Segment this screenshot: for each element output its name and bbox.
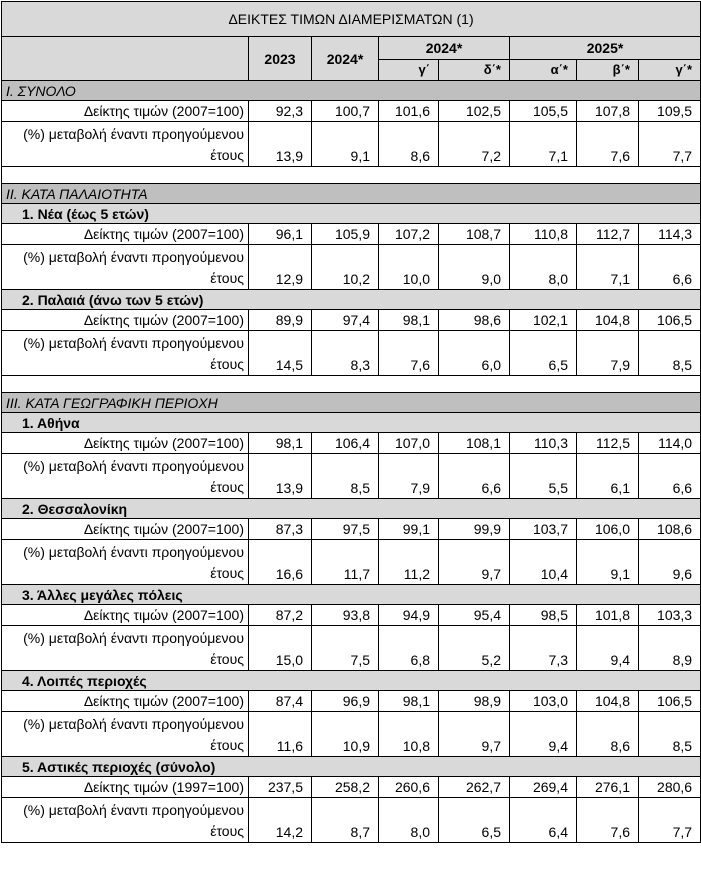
- value-cell: 98,1: [249, 433, 312, 454]
- index-row: [2, 101, 701, 122]
- group-title: 5. Αστικές περιοχές (σύνολο): [22, 758, 216, 775]
- header-2025-q3: γ΄*: [639, 60, 701, 81]
- row-label: Δείκτης τιμών (2007=100): [2, 605, 249, 626]
- value-cell: 7,1: [510, 122, 577, 167]
- header-2024-q4: δ΄*: [439, 60, 510, 81]
- value-cell: 101,8: [577, 605, 639, 626]
- value-cell: 95,4: [439, 605, 510, 626]
- value-cell: 102,5: [439, 101, 510, 122]
- value-cell: 9,4: [577, 626, 639, 671]
- spacer-cell: [379, 167, 439, 184]
- value-cell: 104,8: [577, 691, 639, 712]
- value-cell: 98,6: [439, 310, 510, 331]
- value-cell: 9,0: [439, 245, 510, 290]
- group-header-cell: [2, 204, 701, 224]
- value-cell: 276,1: [577, 777, 639, 798]
- spacer-cell: [639, 376, 701, 393]
- value-cell: 258,2: [312, 777, 379, 798]
- value-cell: 8,0: [379, 798, 439, 843]
- value-cell: 107,8: [577, 101, 639, 122]
- value-cell: 8,6: [577, 712, 639, 757]
- value-cell: 7,6: [577, 122, 639, 167]
- value-cell: 16,6: [249, 540, 312, 585]
- change-row: [2, 798, 701, 843]
- row-label: Δείκτης τιμών (2007=100): [2, 691, 249, 712]
- row-label: (%) μεταβολή έναντι προηγούμενου έτους: [2, 331, 249, 376]
- value-cell: 98,9: [439, 691, 510, 712]
- value-cell: 94,9: [379, 605, 439, 626]
- value-cell: 10,9: [312, 712, 379, 757]
- group-header-row: [2, 671, 701, 691]
- value-cell: 97,5: [312, 519, 379, 540]
- value-cell: 97,4: [312, 310, 379, 331]
- group-title: 3. Άλλες μεγάλες πόλεις: [22, 586, 183, 603]
- row-label: (%) μεταβολή έναντι προηγούμενου έτους: [2, 122, 249, 167]
- group-header-row: [2, 413, 701, 433]
- value-cell: 96,1: [249, 224, 312, 245]
- spacer-cell: [639, 167, 701, 184]
- value-cell: 10,0: [379, 245, 439, 290]
- value-cell: 112,5: [577, 433, 639, 454]
- section-spacer: [2, 376, 701, 393]
- value-cell: 89,9: [249, 310, 312, 331]
- value-cell: 10,2: [312, 245, 379, 290]
- value-cell: 103,7: [510, 519, 577, 540]
- spacer-cell: [577, 376, 639, 393]
- header-2023: 2023: [249, 37, 312, 81]
- value-cell: 98,5: [510, 605, 577, 626]
- value-cell: 9,1: [312, 122, 379, 167]
- value-cell: 87,3: [249, 519, 312, 540]
- group-header-row: [2, 499, 701, 519]
- value-cell: 269,4: [510, 777, 577, 798]
- value-cell: 8,5: [639, 712, 701, 757]
- value-cell: 14,5: [249, 331, 312, 376]
- header-2025-q2: β΄*: [577, 60, 639, 81]
- value-cell: 7,1: [577, 245, 639, 290]
- value-cell: 7,6: [577, 798, 639, 843]
- spacer-cell: [2, 376, 249, 393]
- row-label: Δείκτης τιμών (2007=100): [2, 224, 249, 245]
- section-title: II. ΚΑΤΑ ΠΑΛΑΙΟΤΗΤΑ: [2, 184, 701, 204]
- value-cell: 106,4: [312, 433, 379, 454]
- value-cell: 280,6: [639, 777, 701, 798]
- value-cell: 8,7: [312, 798, 379, 843]
- value-cell: 14,2: [249, 798, 312, 843]
- index-row: [2, 519, 701, 540]
- value-cell: 7,5: [312, 626, 379, 671]
- value-cell: 5,5: [510, 454, 577, 499]
- group-title: 1. Αθήνα: [22, 414, 80, 431]
- value-cell: 106,5: [639, 691, 701, 712]
- value-cell: 103,3: [639, 605, 701, 626]
- table-body: [2, 81, 701, 843]
- header-group-2025: 2025*: [510, 37, 701, 60]
- group-title: 2. Παλαιά (άνω των 5 ετών): [22, 291, 204, 308]
- value-cell: 87,4: [249, 691, 312, 712]
- group-title: 4. Λοιπές περιοχές: [22, 672, 147, 689]
- row-label: Δείκτης τιμών (2007=100): [2, 519, 249, 540]
- value-cell: 112,7: [577, 224, 639, 245]
- row-label: Δείκτης τιμών (1997=100): [2, 777, 249, 798]
- value-cell: 106,5: [639, 310, 701, 331]
- value-cell: 6,0: [439, 331, 510, 376]
- value-cell: 7,9: [577, 331, 639, 376]
- change-row: [2, 540, 701, 585]
- value-cell: 15,0: [249, 626, 312, 671]
- value-cell: 12,9: [249, 245, 312, 290]
- value-cell: 108,7: [439, 224, 510, 245]
- value-cell: 96,9: [312, 691, 379, 712]
- group-header-cell: [2, 671, 701, 691]
- row-label: Δείκτης τιμών (2007=100): [2, 433, 249, 454]
- value-cell: 9,4: [510, 712, 577, 757]
- row-label: (%) μεταβολή έναντι προηγούμενου έτους: [2, 245, 249, 290]
- spacer-cell: [577, 167, 639, 184]
- section-title: I. ΣΥΝΟΛΟ: [2, 81, 701, 101]
- value-cell: 6,6: [439, 454, 510, 499]
- value-cell: 114,3: [639, 224, 701, 245]
- value-cell: 7,7: [639, 798, 701, 843]
- value-cell: 13,9: [249, 122, 312, 167]
- change-row: [2, 712, 701, 757]
- value-cell: 92,3: [249, 101, 312, 122]
- group-header-row: [2, 204, 701, 224]
- header-2024: 2024*: [312, 37, 379, 81]
- value-cell: 8,6: [379, 122, 439, 167]
- index-row: [2, 224, 701, 245]
- value-cell: 10,4: [510, 540, 577, 585]
- value-cell: 237,5: [249, 777, 312, 798]
- value-cell: 110,3: [510, 433, 577, 454]
- value-cell: 107,2: [379, 224, 439, 245]
- value-cell: 108,1: [439, 433, 510, 454]
- value-cell: 7,7: [639, 122, 701, 167]
- row-label: (%) μεταβολή έναντι προηγούμενου έτους: [2, 454, 249, 499]
- change-row: [2, 122, 701, 167]
- header-blank: [2, 37, 249, 81]
- row-label: (%) μεταβολή έναντι προηγούμενου έτους: [2, 626, 249, 671]
- spacer-cell: [439, 376, 510, 393]
- spacer-cell: [249, 167, 312, 184]
- value-cell: 109,5: [639, 101, 701, 122]
- value-cell: 8,5: [639, 331, 701, 376]
- change-row: [2, 626, 701, 671]
- group-header-row: [2, 757, 701, 777]
- value-cell: 87,2: [249, 605, 312, 626]
- value-cell: 103,0: [510, 691, 577, 712]
- value-cell: 13,9: [249, 454, 312, 499]
- value-cell: 105,5: [510, 101, 577, 122]
- section-header-row: [2, 393, 701, 413]
- value-cell: 114,0: [639, 433, 701, 454]
- value-cell: 6,4: [510, 798, 577, 843]
- value-cell: 102,1: [510, 310, 577, 331]
- value-cell: 7,2: [439, 122, 510, 167]
- group-header-row: [2, 585, 701, 605]
- value-cell: 108,6: [639, 519, 701, 540]
- header-group-2024: 2024*: [379, 37, 510, 60]
- value-cell: 11,2: [379, 540, 439, 585]
- value-cell: 100,7: [312, 101, 379, 122]
- value-cell: 6,6: [639, 245, 701, 290]
- group-header-cell: [2, 413, 701, 433]
- value-cell: 262,7: [439, 777, 510, 798]
- row-label: (%) μεταβολή έναντι προηγούμενου έτους: [2, 712, 249, 757]
- section-title: III. ΚΑΤΑ ΓΕΩΓΡΑΦΙΚΗ ΠΕΡΙΟΧΗ: [2, 393, 701, 413]
- section-header-row: [2, 81, 701, 101]
- value-cell: 11,7: [312, 540, 379, 585]
- index-row: [2, 433, 701, 454]
- value-cell: 8,5: [312, 454, 379, 499]
- value-cell: 93,8: [312, 605, 379, 626]
- spacer-cell: [510, 376, 577, 393]
- value-cell: 101,6: [379, 101, 439, 122]
- spacer-cell: [249, 376, 312, 393]
- group-header-cell: [2, 585, 701, 605]
- change-row: [2, 331, 701, 376]
- apartment-price-index-table: [1, 1, 701, 843]
- value-cell: 6,6: [639, 454, 701, 499]
- spacer-cell: [312, 376, 379, 393]
- value-cell: 98,1: [379, 310, 439, 331]
- index-row: [2, 691, 701, 712]
- value-cell: 98,1: [379, 691, 439, 712]
- value-cell: 8,9: [639, 626, 701, 671]
- value-cell: 99,9: [439, 519, 510, 540]
- index-row: [2, 777, 701, 798]
- value-cell: 6,1: [577, 454, 639, 499]
- row-label: (%) μεταβολή έναντι προηγούμενου έτους: [2, 540, 249, 585]
- row-label: Δείκτης τιμών (2007=100): [2, 310, 249, 331]
- value-cell: 9,7: [439, 712, 510, 757]
- index-row: [2, 605, 701, 626]
- group-title: 2. Θεσσαλονίκη: [22, 500, 128, 517]
- value-cell: 6,5: [439, 798, 510, 843]
- value-cell: 7,9: [379, 454, 439, 499]
- group-header-cell: [2, 499, 701, 519]
- value-cell: 260,6: [379, 777, 439, 798]
- table-title: ΔΕΙΚΤΕΣ ΤΙΜΩΝ ΔΙΑΜΕΡΙΣΜΑΤΩΝ (1): [2, 2, 701, 37]
- value-cell: 8,3: [312, 331, 379, 376]
- value-cell: 7,6: [379, 331, 439, 376]
- value-cell: 9,1: [577, 540, 639, 585]
- section-spacer: [2, 167, 701, 184]
- spacer-cell: [439, 167, 510, 184]
- value-cell: 105,9: [312, 224, 379, 245]
- value-cell: 106,0: [577, 519, 639, 540]
- header-2025-q1: α΄*: [510, 60, 577, 81]
- value-cell: 5,2: [439, 626, 510, 671]
- header-2024-q3: γ΄: [379, 60, 439, 81]
- spacer-cell: [312, 167, 379, 184]
- change-row: [2, 245, 701, 290]
- value-cell: 104,8: [577, 310, 639, 331]
- value-cell: 9,6: [639, 540, 701, 585]
- row-label: Δείκτης τιμών (2007=100): [2, 101, 249, 122]
- change-row: [2, 454, 701, 499]
- spacer-cell: [2, 167, 249, 184]
- row-label: (%) μεταβολή έναντι προηγούμενου έτους: [2, 798, 249, 843]
- value-cell: 6,5: [510, 331, 577, 376]
- value-cell: 7,3: [510, 626, 577, 671]
- spacer-cell: [379, 376, 439, 393]
- value-cell: 9,7: [439, 540, 510, 585]
- group-header-row: [2, 290, 701, 310]
- value-cell: 10,8: [379, 712, 439, 757]
- group-header-cell: [2, 290, 701, 310]
- value-cell: 11,6: [249, 712, 312, 757]
- group-title: 1. Νέα (έως 5 ετών): [22, 205, 149, 222]
- section-header-row: [2, 184, 701, 204]
- value-cell: 6,8: [379, 626, 439, 671]
- spacer-cell: [510, 167, 577, 184]
- value-cell: 8,0: [510, 245, 577, 290]
- index-row: [2, 310, 701, 331]
- value-cell: 110,8: [510, 224, 577, 245]
- group-header-cell: [2, 757, 701, 777]
- value-cell: 107,0: [379, 433, 439, 454]
- value-cell: 99,1: [379, 519, 439, 540]
